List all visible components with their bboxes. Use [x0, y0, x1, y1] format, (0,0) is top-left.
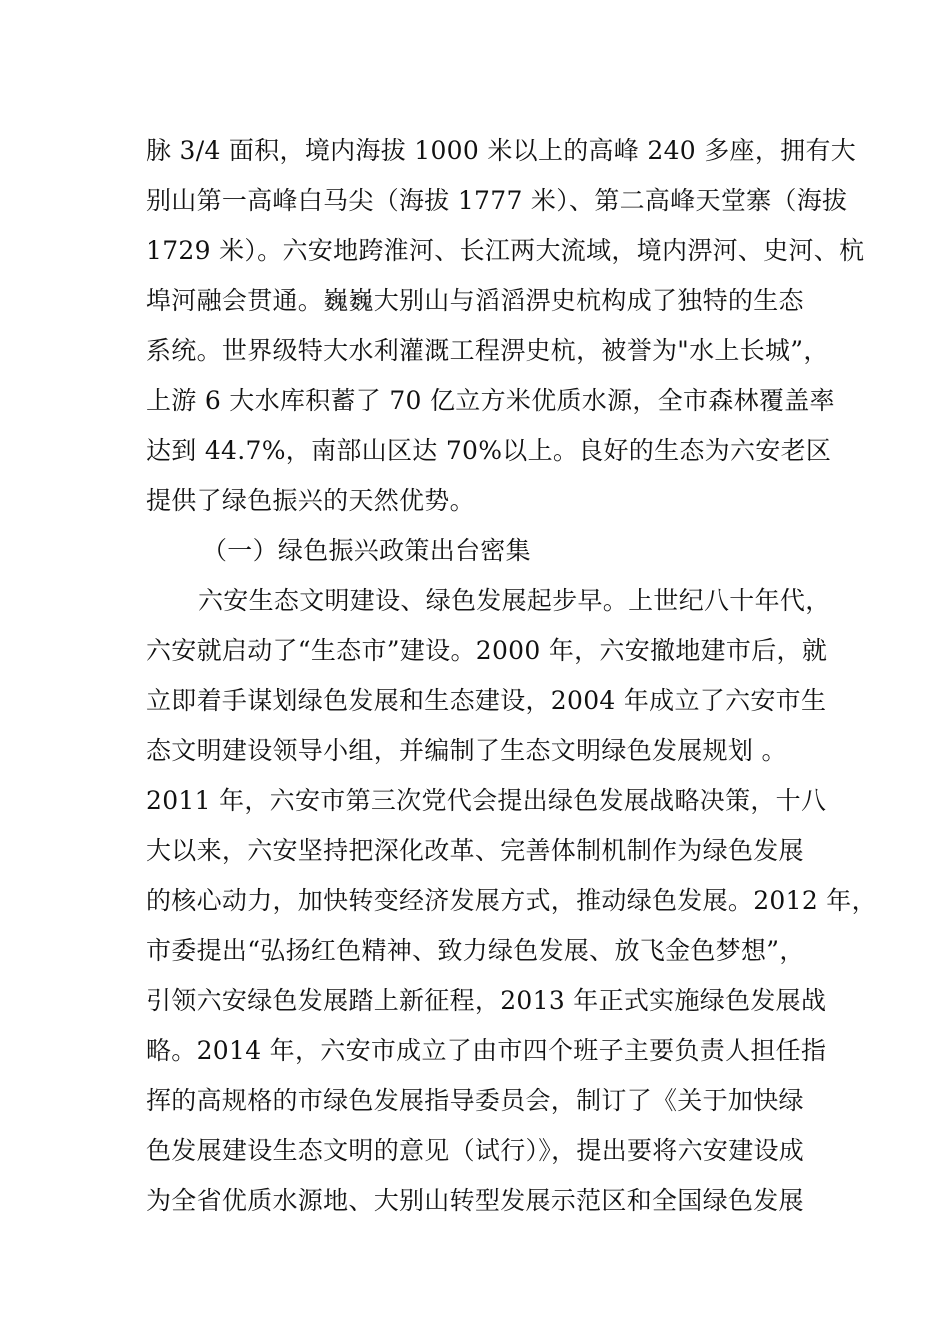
text-line: 1729 米）。六安地跨淮河、长江两大流域，境内淠河、史河、杭: [146, 236, 865, 265]
text-line: 系统。世界级特大水利灌溉工程淠史杭，被誉为"水上长城”，: [146, 336, 829, 365]
text-line: 2011 年，六安市第三次党代会提出绿色发展战略决策，十八: [146, 786, 827, 815]
text-line: 略。2014 年，六安市成立了由市四个班子主要负责人担任指: [146, 1036, 827, 1065]
text-line: 脉 3/4 面积，境内海拔 1000 米以上的高峰 240 多座，拥有大: [146, 136, 857, 165]
text-line: 市委提出“弘扬红色精神、致力绿色发展、放飞金色梦想”，: [146, 936, 805, 965]
text-line: 立即着手谋划绿色发展和生态建设，2004 年成立了六安市生: [146, 686, 827, 715]
document-body: [146, 126, 877, 1226]
text-line: 达到 44.7%，南部山区达 70%以上。良好的生态为六安老区: [146, 436, 832, 465]
text-line: 色发展建设生态文明的意见（试行）》，提出要将六安建设成: [146, 1136, 805, 1165]
text-line: 的核心动力，加快转变经济发展方式，推动绿色发展。2012 年，: [146, 886, 877, 915]
text-line: 别山第一高峰白马尖（海拔 1777 米）、第二高峰天堂寨（海拔: [146, 186, 848, 215]
paragraph-ecology: [146, 126, 865, 526]
text-line: 挥的高规格的市绿色发展指导委员会，制订了《关于加快绿: [146, 1086, 804, 1115]
text-line: 六安生态文明建设、绿色发展起步早。上世纪八十年代，: [198, 586, 831, 615]
section-heading: （一）绿色振兴政策出台密集: [202, 536, 531, 565]
text-line: 引领六安绿色发展踏上新征程，2013 年正式实施绿色发展战: [146, 986, 827, 1015]
text-line: 为全省优质水源地、大别山转型发展示范区和全国绿色发展: [146, 1186, 804, 1215]
paragraph-green-development: [146, 576, 877, 1226]
text-line: 上游 6 大水库积蓄了 70 亿立方米优质水源，全市森林覆盖率: [146, 386, 835, 415]
text-line: 提供了绿色振兴的天然优势。: [146, 486, 475, 515]
text-line: 六安就启动了“生态市”建设。2000 年，六安撤地建市后，就: [146, 636, 828, 665]
text-line: 大以来，六安坚持把深化改革、完善体制机制作为绿色发展: [146, 836, 804, 865]
text-line: 态文明建设领导小组，并编制了生态文明绿色发展规划 。: [146, 736, 787, 765]
text-line: 埠河融会贯通。巍巍大别山与滔滔淠史杭构成了独特的生态: [146, 286, 804, 315]
